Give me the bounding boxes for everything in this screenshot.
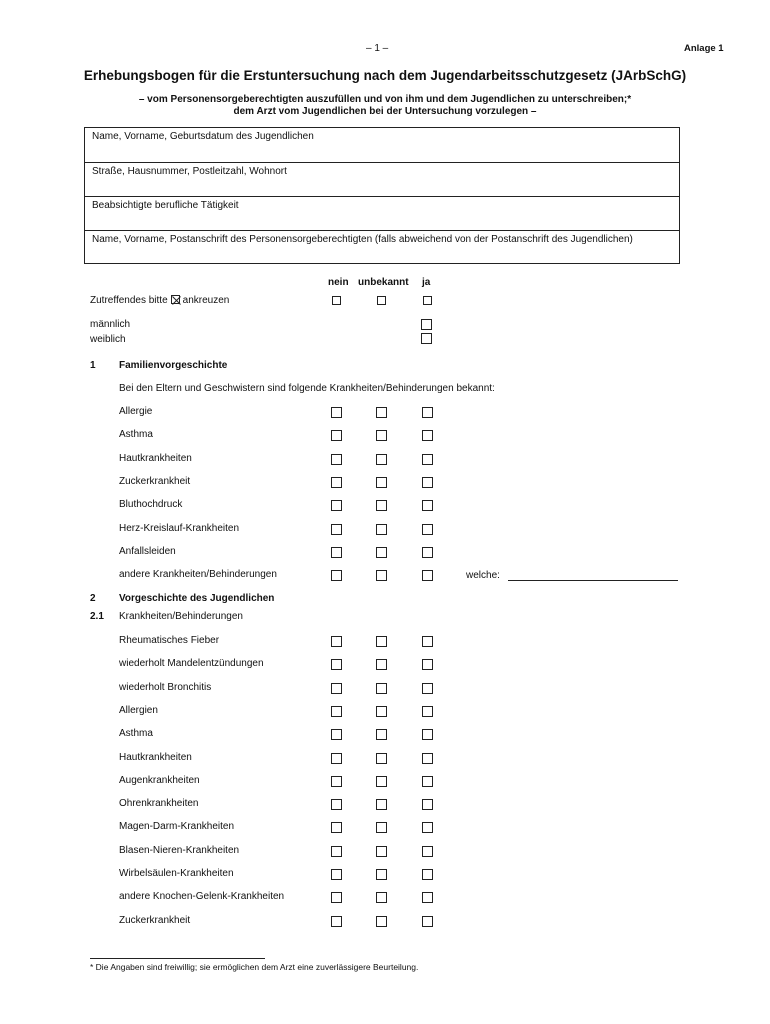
checkbox-ja[interactable] [422, 729, 433, 740]
instruction-after: ankreuzen [182, 295, 230, 306]
checkbox-unbekannt[interactable] [376, 729, 387, 740]
checkbox-ja[interactable] [422, 407, 433, 418]
checkbox-unbekannt[interactable] [376, 869, 387, 880]
checkbox-nein[interactable] [331, 500, 342, 511]
checkbox-unbekannt[interactable] [376, 659, 387, 670]
item-label: wiederholt Bronchitis [119, 681, 212, 693]
column-header-unbekannt: unbekannt [358, 277, 409, 288]
checkbox-nein[interactable] [331, 753, 342, 764]
checkbox-unbekannt[interactable] [376, 524, 387, 535]
item-label: Bluthochdruck [119, 499, 183, 511]
column-header-ja: ja [422, 277, 431, 288]
checkbox-nein[interactable] [331, 799, 342, 810]
checkbox-unbekannt[interactable] [376, 892, 387, 903]
gender-male-checkbox[interactable] [421, 319, 432, 330]
which-input-line[interactable] [508, 580, 678, 581]
checkbox-ja[interactable] [422, 454, 433, 465]
item-label: Asthma [119, 429, 153, 441]
section-2-1-number: 2.1 [90, 611, 104, 622]
footnote: * Die Angaben sind freiwillig; sie ermöglichen dem Arzt eine zuverlässigere Beurteilung. [90, 962, 419, 972]
item-label: Allergien [119, 704, 158, 716]
item-label: Wirbelsäulen-Krankheiten [119, 868, 234, 879]
checkbox-nein[interactable] [331, 659, 342, 670]
checkbox-unbekannt[interactable] [376, 799, 387, 810]
item-label: Ohrenkrankheiten [119, 798, 199, 810]
checkbox-nein[interactable] [331, 706, 342, 717]
checkbox-nein[interactable] [331, 869, 342, 880]
checkbox-nein[interactable] [331, 407, 342, 418]
checkbox-ja[interactable] [422, 477, 433, 488]
annex-label: Anlage 1 [684, 43, 724, 54]
checkbox-unbekannt[interactable] [376, 916, 387, 927]
checkbox-nein[interactable] [331, 570, 342, 581]
checkbox-ja[interactable] [422, 776, 433, 787]
checkbox-ja[interactable] [422, 799, 433, 810]
checkbox-ja[interactable] [422, 706, 433, 717]
instruction-checkbox-nein [332, 296, 341, 305]
checkbox-unbekannt[interactable] [376, 407, 387, 418]
checkbox-ja[interactable] [422, 916, 433, 927]
footnote-separator [90, 958, 265, 959]
instruction-text [90, 295, 229, 306]
checkbox-unbekannt[interactable] [376, 454, 387, 465]
info-field-label: Beabsichtigte berufliche Tätigkeit [92, 200, 239, 211]
checkbox-ja[interactable] [422, 500, 433, 511]
checkbox-nein[interactable] [331, 547, 342, 558]
checkbox-ja[interactable] [422, 547, 433, 558]
checkbox-nein[interactable] [331, 892, 342, 903]
item-label: Zuckerkrankheit [119, 914, 191, 926]
section-2-1-title: Krankheiten/Behinderungen [119, 611, 243, 622]
item-label: Zuckerkrankheit [119, 475, 191, 487]
checkbox-ja[interactable] [422, 846, 433, 857]
checkbox-unbekannt[interactable] [376, 846, 387, 857]
checkbox-nein[interactable] [331, 822, 342, 833]
item-label: Allergie [119, 406, 153, 417]
checkbox-nein[interactable] [331, 846, 342, 857]
checkbox-nein[interactable] [331, 430, 342, 441]
checkbox-nein[interactable] [331, 683, 342, 694]
section-2-title: Vorgeschichte des Jugendlichen [119, 593, 275, 604]
section-1-title: Familienvorgeschichte [119, 360, 228, 371]
subtitle-line-2: dem Arzt vom Jugendlichen bei der Untersuchung vorzulegen – [233, 106, 537, 117]
info-field-address[interactable] [85, 163, 679, 197]
checkbox-unbekannt[interactable] [376, 500, 387, 511]
item-label: Hautkrankheiten [119, 452, 192, 464]
info-field-label: Name, Vorname, Geburtsdatum des Jugendlichen [92, 131, 314, 142]
crossed-box-icon [171, 295, 180, 304]
page-number: – 1 – [366, 43, 389, 54]
checkbox-unbekannt[interactable] [376, 683, 387, 694]
item-label: andere Knochen-Gelenk-Krankheiten [119, 891, 285, 903]
item-label: Rheumatisches Fieber [119, 635, 220, 646]
checkbox-ja[interactable] [422, 570, 433, 581]
section-2-number: 2 [90, 593, 96, 604]
item-label: Blasen-Nieren-Krankheiten [119, 844, 240, 856]
page-title: Erhebungsbogen für die Erstuntersuchung nach dem Jugendarbeitsschutzgesetz (JArbSchG) [83, 68, 687, 83]
item-label: Anfallsleiden [119, 545, 176, 557]
checkbox-nein[interactable] [331, 916, 342, 927]
checkbox-unbekannt[interactable] [376, 706, 387, 717]
item-label: Herz-Kreislauf-Krankheiten [119, 522, 240, 534]
gender-male-label: männlich [90, 319, 131, 330]
info-field-label: Straße, Hausnummer, Postleitzahl, Wohnort [92, 166, 287, 177]
checkbox-ja[interactable] [422, 430, 433, 441]
info-field-guardian[interactable] [85, 231, 679, 264]
checkbox-ja[interactable] [422, 683, 433, 694]
checkbox-nein[interactable] [331, 636, 342, 647]
personal-info-box [84, 127, 680, 264]
checkbox-unbekannt[interactable] [376, 822, 387, 833]
item-label: Magen-Darm-Krankheiten [119, 821, 235, 833]
checkbox-unbekannt[interactable] [376, 636, 387, 647]
checkbox-unbekannt[interactable] [376, 430, 387, 441]
item-label: Hautkrankheiten [119, 751, 192, 763]
checkbox-unbekannt[interactable] [376, 477, 387, 488]
checkbox-ja[interactable] [422, 822, 433, 833]
checkbox-ja[interactable] [422, 659, 433, 670]
checkbox-nein[interactable] [331, 454, 342, 465]
gender-female-checkbox[interactable] [421, 333, 432, 344]
checkbox-nein[interactable] [331, 776, 342, 787]
subtitle-line-1: – vom Personensorgeberechtigten auszufüllen und von ihm und dem Jugendlichen zu unterschreiben;* [138, 94, 632, 105]
checkbox-unbekannt[interactable] [376, 547, 387, 558]
item-label: Asthma [119, 728, 153, 740]
info-field-label: Name, Vorname, Postanschrift des Personensorgeberechtigten (falls abweichend von der Postanschrift des Jugendlichen) [92, 234, 633, 245]
instruction-checkbox-unbekannt [377, 296, 386, 305]
checkbox-unbekannt[interactable] [376, 570, 387, 581]
checkbox-unbekannt[interactable] [376, 776, 387, 787]
item-label: Augenkrankheiten [119, 774, 200, 786]
checkbox-unbekannt[interactable] [376, 753, 387, 764]
item-label: wiederholt Mandelentzündungen [119, 658, 264, 670]
checkbox-ja[interactable] [422, 869, 433, 880]
info-field-name[interactable] [85, 128, 679, 163]
item-label: andere Krankheiten/Behinderungen [119, 569, 277, 581]
column-header-nein: nein [328, 277, 349, 288]
instruction-before: Zutreffendes bitte [90, 295, 168, 306]
checkbox-nein[interactable] [331, 729, 342, 740]
checkbox-ja[interactable] [422, 753, 433, 764]
checkbox-nein[interactable] [331, 524, 342, 535]
gender-female-label: weiblich [90, 334, 126, 345]
checkbox-ja[interactable] [422, 524, 433, 535]
info-field-occupation[interactable] [85, 197, 679, 231]
checkbox-ja[interactable] [422, 636, 433, 647]
instruction-checkbox-ja [423, 296, 432, 305]
section-1-intro: Bei den Eltern und Geschwistern sind folgende Krankheiten/Behinderungen bekannt: [119, 383, 495, 394]
checkbox-nein[interactable] [331, 477, 342, 488]
checkbox-ja[interactable] [422, 892, 433, 903]
section-1-number: 1 [90, 360, 96, 371]
which-label: welche: [466, 570, 500, 581]
